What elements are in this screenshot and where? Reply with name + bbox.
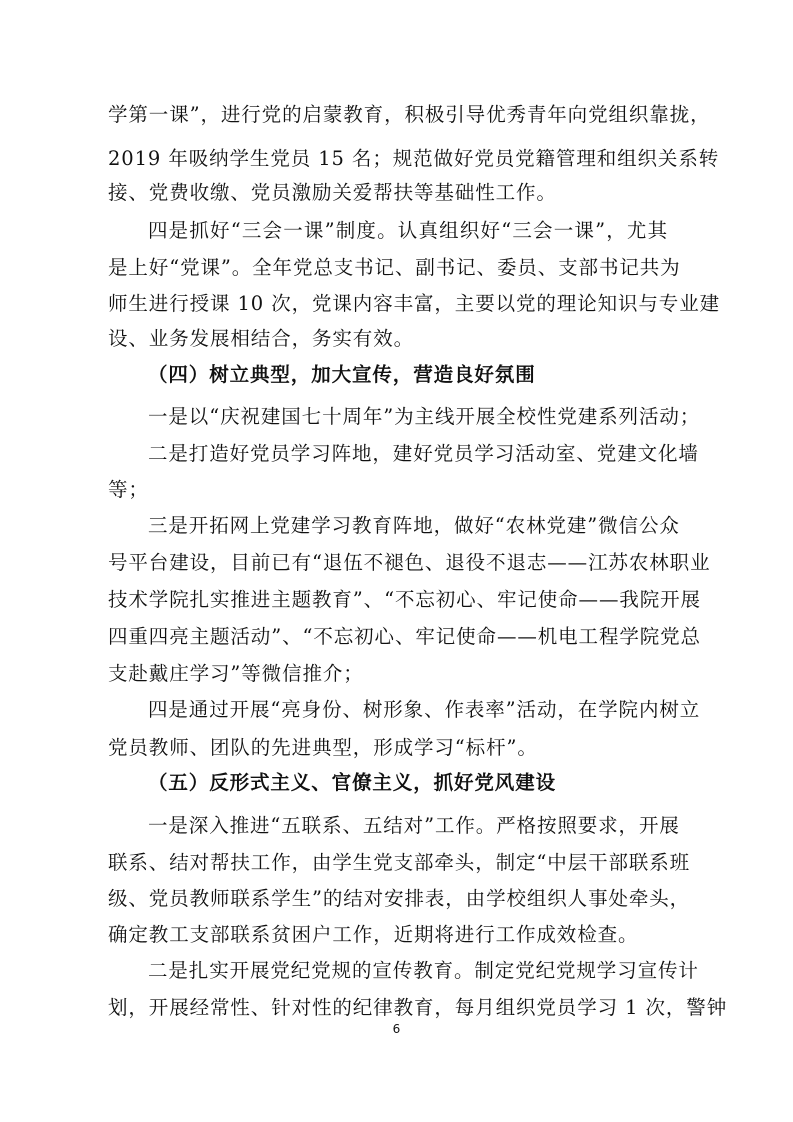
body-line: 四是通过开展“亮身份、树形象、作表率”活动，在学院内树立 — [148, 698, 701, 721]
body-line: 等； — [108, 478, 149, 501]
body-line: 一是以“庆祝建国七十周年”为主线开展全校性党建系列活动； — [148, 405, 701, 428]
body-line: 二是扎实开展党纪党规的宣传教育。制定党纪党规学习宣传计 — [148, 959, 699, 982]
section-heading: （五）反形式主义、官僚主义，抓好党风建设 — [148, 771, 557, 794]
body-line: 一是深入推进“五联系、五结对”工作。严格按照要求，开展 — [148, 814, 680, 837]
body-line: 号平台建设，目前已有“退伍不褪色、退役不退志——江苏农林职业 — [108, 551, 711, 574]
body-line: 三是开拓网上党建学习教育阵地，做好“农林党建”微信公众 — [148, 514, 680, 537]
page-number: 6 — [392, 1022, 401, 1036]
body-line: 联系、结对帮扶工作，由学生党支部牵头，制定“中层干部联系班 — [108, 851, 691, 874]
section-heading: （四）树立典型，加大宣传，营造良好氛围 — [148, 363, 536, 386]
body-line: 四重四亮主题活动”、“不忘初心、牢记使命——机电工程学院党总 — [108, 625, 701, 648]
body-line: 四是抓好“三会一课”制度。认真组织好“三会一课”，尤其 — [148, 219, 668, 242]
body-line: 划，开展经常性、针对性的纪律教育，每月组织党员学习 1 次，警钟 — [108, 996, 728, 1019]
body-line: 学第一课”，进行党的启蒙教育，积极引导优秀青年向党组织靠拢， — [108, 103, 711, 126]
body-line: 2019 年吸纳学生党员 15 名；规范做好党员党籍管理和组织关系转 — [108, 147, 720, 170]
body-line: 支赴戴庄学习”等微信推介； — [108, 662, 364, 685]
body-line: 党员教师、团队的先进典型，形成学习“标杆”。 — [108, 736, 538, 759]
body-line: 师生进行授课 10 次，党课内容丰富，主要以党的理论知识与专业建 — [108, 292, 721, 315]
body-line: 确定教工支部联系贫困户工作，近期将进行工作成效检查。 — [108, 923, 639, 946]
body-line: 级、党员教师联系学生”的结对安排表，由学校组织人事处牵头， — [108, 887, 691, 910]
body-line: 设、业务发展相结合，务实有效。 — [108, 327, 415, 350]
body-line: 二是打造好党员学习阵地，建好党员学习活动室、党建文化墙 — [148, 442, 699, 465]
body-line: 是上好“党课”。全年党总支书记、副书记、委员、支部书记共为 — [108, 256, 681, 279]
body-line: 技术学院扎实推进主题教育”、“不忘初心、牢记使命——我院开展 — [108, 588, 701, 611]
body-line: 接、党费收缴、党员激励关爱帮扶等基础性工作。 — [108, 181, 557, 204]
